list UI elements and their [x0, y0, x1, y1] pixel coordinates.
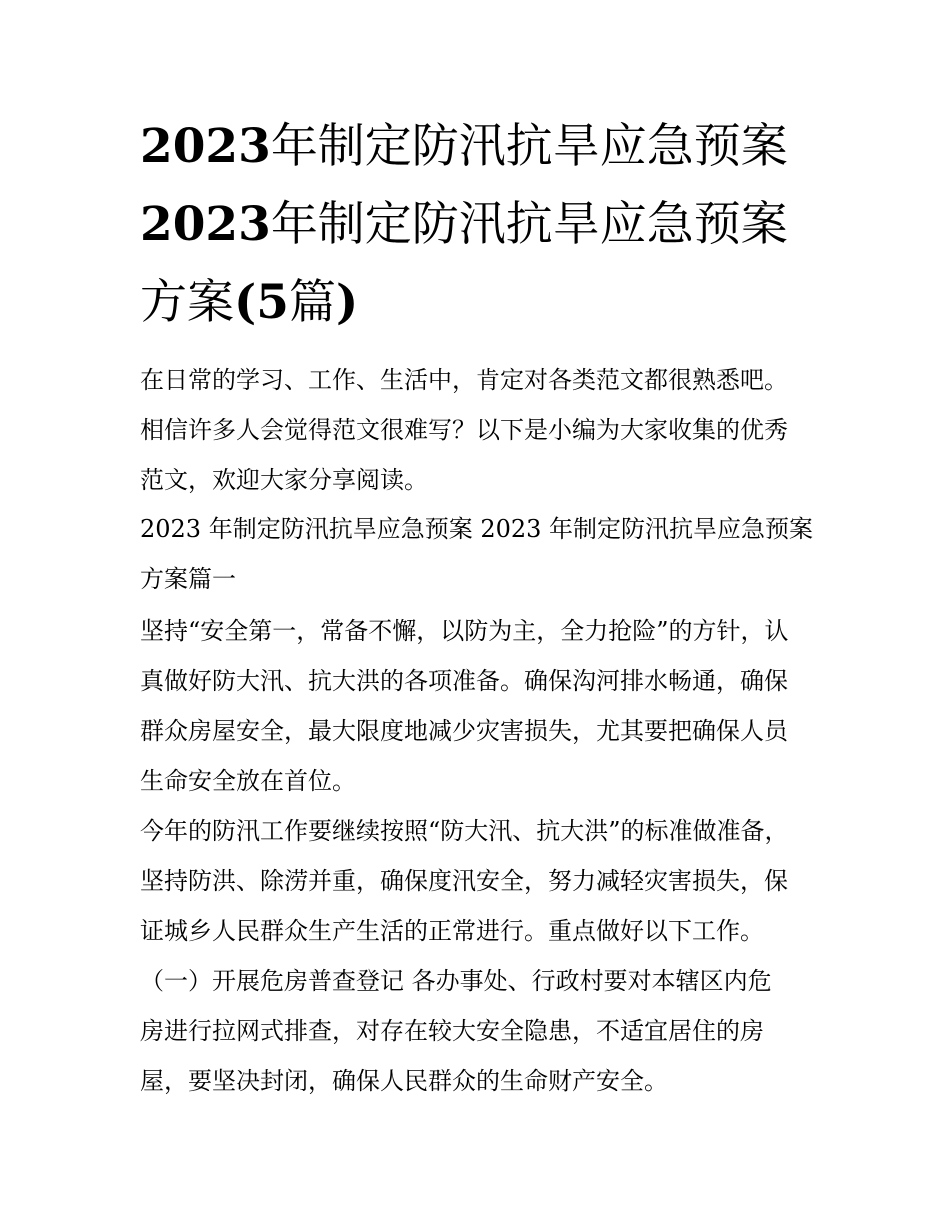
title-text: 篇	[288, 275, 336, 330]
text-line: 屋，要坚决封闭，确保人民群众的生命财产安全。	[140, 1067, 668, 1095]
text-line: 群众房屋安全，最大限度地减少灾害损失，尤其要把确保人员	[140, 717, 788, 745]
text-line: 证城乡人民群众生产生活的正常进行。重点做好以下工作。	[140, 917, 764, 945]
text-line: 相信许多人会觉得范文很难写？以下是小编为大家收集的优秀	[140, 416, 788, 444]
title-text: 年制定防汛抗旱应急预案	[270, 119, 788, 174]
section-subtitle	[140, 504, 840, 604]
title-year: 2023	[140, 119, 271, 174]
title-line-2	[140, 186, 840, 264]
body-paragraph-1	[140, 606, 840, 806]
body-paragraph-3	[140, 956, 840, 1106]
title-text: 方案	[140, 275, 234, 330]
text-line: 房进行拉网式排查，对存在较大安全隐患，不适宜居住的房	[140, 1017, 764, 1045]
title-line-1	[140, 108, 840, 186]
title-count: (5	[234, 275, 289, 330]
text-line: 在日常的学习、工作、生活中，肯定对各类范文都很熟悉吧。	[140, 366, 788, 394]
title-year: 2023	[140, 197, 271, 252]
title-paren: )	[335, 275, 359, 330]
text-line: 坚持“安全第一，常备不懈，以防为主，全力抢险”的方针，认	[140, 617, 789, 645]
text-line: （一）开展危房普查登记 各办事处、行政村要对本辖区内危	[140, 967, 772, 995]
text-line: 真做好防大汛、抗大洪的各项准备。确保沟河排水畅通，确保	[140, 667, 788, 695]
intro-paragraph	[140, 355, 840, 505]
body-paragraph-2	[140, 806, 840, 956]
text-line: 范文，欢迎大家分享阅读。	[140, 466, 428, 494]
title-line-3	[140, 264, 840, 342]
text-line: 生命安全放在首位。	[140, 767, 356, 795]
text-line: 今年的防汛工作要继续按照“防大汛、抗大洪”的标准做准备，	[140, 817, 789, 845]
text-line: 2023 年制定防汛抗旱应急预案 2023 年制定防汛抗旱应急预案	[140, 515, 814, 543]
text-line: 坚持防洪、除涝并重，确保度汛安全，努力减轻灾害损失，保	[140, 867, 788, 895]
text-line: 方案篇一	[140, 565, 236, 593]
document-title	[140, 108, 840, 342]
title-text: 年制定防汛抗旱应急预案	[270, 197, 788, 252]
